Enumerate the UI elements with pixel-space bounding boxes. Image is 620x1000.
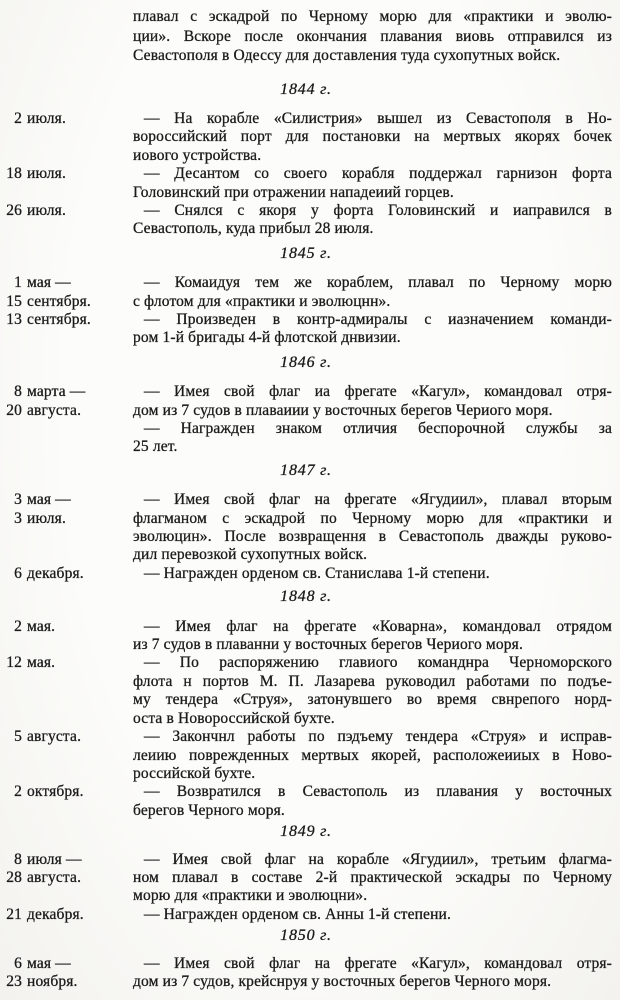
text-line: — Возвратился в Севастополь из плавания у восточных xyxy=(144,783,612,801)
text-line: флагманом с эскадрой по Черному морю для «практики и xyxy=(133,509,612,527)
date-month: мая — xyxy=(27,274,71,292)
text-line: — На корабле «Силистрия» вышел из Севастополя в Но- xyxy=(144,109,612,127)
year-heading: 1848 г. xyxy=(280,588,332,606)
date-month: мая — xyxy=(27,954,71,972)
entry-paragraph xyxy=(133,618,612,655)
text-line: — Снялся с якоря у форта Головинский и иаправился в xyxy=(144,201,612,219)
entry-row xyxy=(0,274,620,311)
date-day: 12 xyxy=(6,654,22,672)
entry-paragraph xyxy=(133,274,612,311)
entry-date xyxy=(0,110,133,128)
date-day: 3 xyxy=(14,509,22,527)
text-line: Севастополя в Одессу для доставления туда сухопутных войск. xyxy=(133,47,561,64)
entry-row xyxy=(0,906,620,924)
year-heading: 1850 г. xyxy=(280,927,332,945)
text-line: леиию поврежденных мертвых якорей, расположеииых в Ново- xyxy=(133,746,612,764)
date-month: августа. xyxy=(27,868,82,886)
year-section xyxy=(0,823,620,924)
entry-row xyxy=(0,311,620,348)
entry-row xyxy=(0,202,620,239)
text-line: Севастополь, куда прибыл 28 июля. xyxy=(133,220,374,238)
entry-row xyxy=(0,851,620,906)
date-month: октября. xyxy=(27,783,84,801)
date-day: 1 xyxy=(14,274,22,292)
entry-row xyxy=(0,110,620,165)
date-day: 13 xyxy=(6,310,22,328)
date-day: 26 xyxy=(6,201,22,219)
text-line: — Комаидуя тем же кораблем, плавал по Черному морю xyxy=(144,274,612,292)
date-month: июля. xyxy=(27,509,66,527)
date-month: марта — xyxy=(27,383,86,401)
date-line xyxy=(3,869,133,887)
entry-date xyxy=(0,383,133,420)
entry-row xyxy=(0,783,620,820)
entry-paragraph xyxy=(133,955,612,992)
continuation-paragraph xyxy=(133,7,612,66)
date-line xyxy=(3,728,133,746)
date-day: 6 xyxy=(14,954,22,972)
date-month: августа. xyxy=(27,401,82,419)
year-section xyxy=(0,462,620,583)
text-line: — Имея флаг на фрегате «Коварна», командовал отрядом xyxy=(144,617,612,635)
year-section xyxy=(0,927,620,991)
date-month: июля. xyxy=(27,201,66,219)
date-month: ноября. xyxy=(27,972,78,990)
year-section xyxy=(0,245,620,348)
text-line: — Десантом со своего корабля поддержал гарнизон форта xyxy=(144,165,612,183)
date-line xyxy=(3,383,133,401)
entry-paragraph xyxy=(133,565,612,583)
text-line: — Награжден знаком отличия беспорочной службы за xyxy=(144,420,612,437)
date-day: 2 xyxy=(14,617,22,635)
text-line: — Закончнл работы по пэдъему тендера «Струя» и исправ- xyxy=(144,728,612,746)
text-line: — Имея свой флаг на корабле «Ягудиил», третьим флагма- xyxy=(144,850,612,868)
year-section xyxy=(0,81,620,239)
text-line: — По распоряжению главиого команднра Черноморского xyxy=(144,654,612,672)
date-line xyxy=(3,311,133,329)
date-month: августа. xyxy=(27,728,82,746)
date-month: декабря. xyxy=(27,564,84,582)
date-day: 21 xyxy=(6,905,22,923)
date-line xyxy=(3,491,133,509)
date-day: 2 xyxy=(14,783,22,801)
text-line: флота н портов М. П. Лазарева руководил работами по подъе- xyxy=(133,672,612,690)
text-line: дом из 7 судов, крейснруя у восточных берегов Черного моря. xyxy=(133,972,552,990)
entry-row xyxy=(0,955,620,992)
entry-paragraph xyxy=(133,654,612,728)
date-line xyxy=(3,955,133,973)
entry-date xyxy=(0,728,133,746)
text-line: ром 1-й бригады 4-й флотской днвизии. xyxy=(133,329,401,347)
entry-row xyxy=(0,420,620,457)
entry-row xyxy=(0,618,620,655)
text-line: Головинский при отражении нападеиий горцев. xyxy=(133,183,454,201)
text-line: му тендера «Струя», затонувшего во время свнрепого норд- xyxy=(133,691,612,709)
entry-row xyxy=(0,165,620,202)
year-heading: 1849 г. xyxy=(280,823,332,841)
text-line: берегов Черного моря. xyxy=(133,801,285,819)
text-line: ном плавал в составе 2-й практической эскадры по Черному xyxy=(133,868,612,886)
entry-row xyxy=(0,654,620,728)
date-line xyxy=(3,618,133,636)
entry-paragraph xyxy=(133,311,612,348)
text-line: — Имея свой флаг на фрегате «Ягудиил», плавал вторым xyxy=(144,491,612,509)
date-line xyxy=(3,274,133,292)
text-line: из 7 судов в плаванни у восточных берегов Чериого моря. xyxy=(133,636,523,654)
date-line xyxy=(3,851,133,869)
date-month: мая. xyxy=(27,617,56,635)
date-day: 8 xyxy=(14,850,22,868)
date-day: 5 xyxy=(14,728,22,746)
entry-date xyxy=(0,618,133,636)
text-line: ции». Вскоре после окончания плавания виовь отправился из xyxy=(133,27,612,45)
date-day: 23 xyxy=(6,972,22,990)
entry-date xyxy=(0,654,133,672)
date-day: 18 xyxy=(6,165,22,183)
text-line: — Произведен в контр-адмиралы с иазначением команди- xyxy=(144,310,612,328)
text-line: российской бухте. xyxy=(133,764,256,782)
year-section xyxy=(0,588,620,820)
entry-date xyxy=(0,783,133,801)
date-day: 8 xyxy=(14,383,22,401)
date-line xyxy=(3,110,133,128)
text-line: оста в Новороссийской бухте. xyxy=(133,709,335,727)
text-line: — Награжден орденом св. Анны 1-й степени. xyxy=(144,905,451,923)
entry-row xyxy=(0,728,620,783)
entry-paragraph xyxy=(133,420,612,457)
text-line: — Награжден орденом св. Станислава 1-й степени. xyxy=(144,564,490,582)
date-day: 6 xyxy=(14,564,22,582)
year-heading: 1844 г. xyxy=(280,80,332,98)
entry-date xyxy=(0,491,133,528)
entry-paragraph xyxy=(133,851,612,906)
date-line xyxy=(3,783,133,801)
text-line: вороссийский порт для постановки на мертвых якорях бочек xyxy=(133,128,612,146)
text-line: плавал с эскадрой по Черному морю для «практики и эволю- xyxy=(133,8,612,25)
text-line: 25 лет. xyxy=(133,438,178,456)
date-line xyxy=(3,402,133,420)
date-day: 2 xyxy=(14,109,22,127)
text-line: морю для «практики и эволюцни». xyxy=(133,887,368,905)
date-line xyxy=(3,165,133,183)
entry-date xyxy=(0,565,133,583)
entry-paragraph xyxy=(133,728,612,783)
entry-date xyxy=(0,311,133,329)
entry-paragraph xyxy=(133,383,612,420)
text-line: с флотом для «практики и эволюцнн». xyxy=(133,292,391,310)
text-line: дом из 7 судов в плаваиии у восточных берегов Чериого моря. xyxy=(133,401,553,419)
date-month: мая — xyxy=(27,491,71,509)
entry-date xyxy=(0,851,133,888)
date-month: июля. xyxy=(27,109,66,127)
year-section xyxy=(0,354,620,457)
date-line xyxy=(3,202,133,220)
entry-paragraph xyxy=(133,491,612,565)
date-line xyxy=(3,654,133,672)
text-line: — Имея свой флаг на фрегате «Кагул», командовал отря- xyxy=(144,954,612,972)
entry-paragraph xyxy=(133,202,612,239)
date-day: 28 xyxy=(6,868,22,886)
year-heading: 1846 г. xyxy=(280,353,332,371)
text-line: дил перевозкой сухопутных войск. xyxy=(133,546,368,564)
date-line xyxy=(3,565,133,583)
date-line xyxy=(3,973,133,991)
entry-date xyxy=(0,202,133,220)
date-line xyxy=(3,293,133,311)
entry-row xyxy=(0,383,620,420)
text-line: иового устройства. xyxy=(133,146,262,164)
entry-row xyxy=(0,491,620,565)
date-day: 3 xyxy=(14,491,22,509)
sections-container xyxy=(0,81,620,992)
entry-row xyxy=(0,565,620,583)
date-line xyxy=(3,510,133,528)
entry-paragraph xyxy=(133,783,612,820)
date-month: декабря. xyxy=(27,905,84,923)
date-month: июля — xyxy=(27,850,82,868)
date-day: 15 xyxy=(6,292,22,310)
date-month: сентября. xyxy=(27,292,91,310)
text-line: — Имея свой флаг иа фрегате «Кагул», командовал отря- xyxy=(144,383,612,401)
entry-date xyxy=(0,955,133,992)
date-line xyxy=(3,906,133,924)
entry-date xyxy=(0,274,133,311)
entry-paragraph xyxy=(133,906,612,924)
date-month: сентября. xyxy=(27,310,91,328)
date-month: мая. xyxy=(27,654,56,672)
text-line: эволюцин». После возвращення в Севастополь дважды руково- xyxy=(133,528,612,546)
date-day: 20 xyxy=(6,401,22,419)
entry-paragraph xyxy=(133,165,612,202)
year-heading: 1845 г. xyxy=(280,244,332,262)
date-month: июля. xyxy=(27,165,66,183)
entry-paragraph xyxy=(133,110,612,165)
entry-date xyxy=(0,906,133,924)
entry-date xyxy=(0,165,133,183)
year-heading: 1847 г. xyxy=(280,461,332,479)
